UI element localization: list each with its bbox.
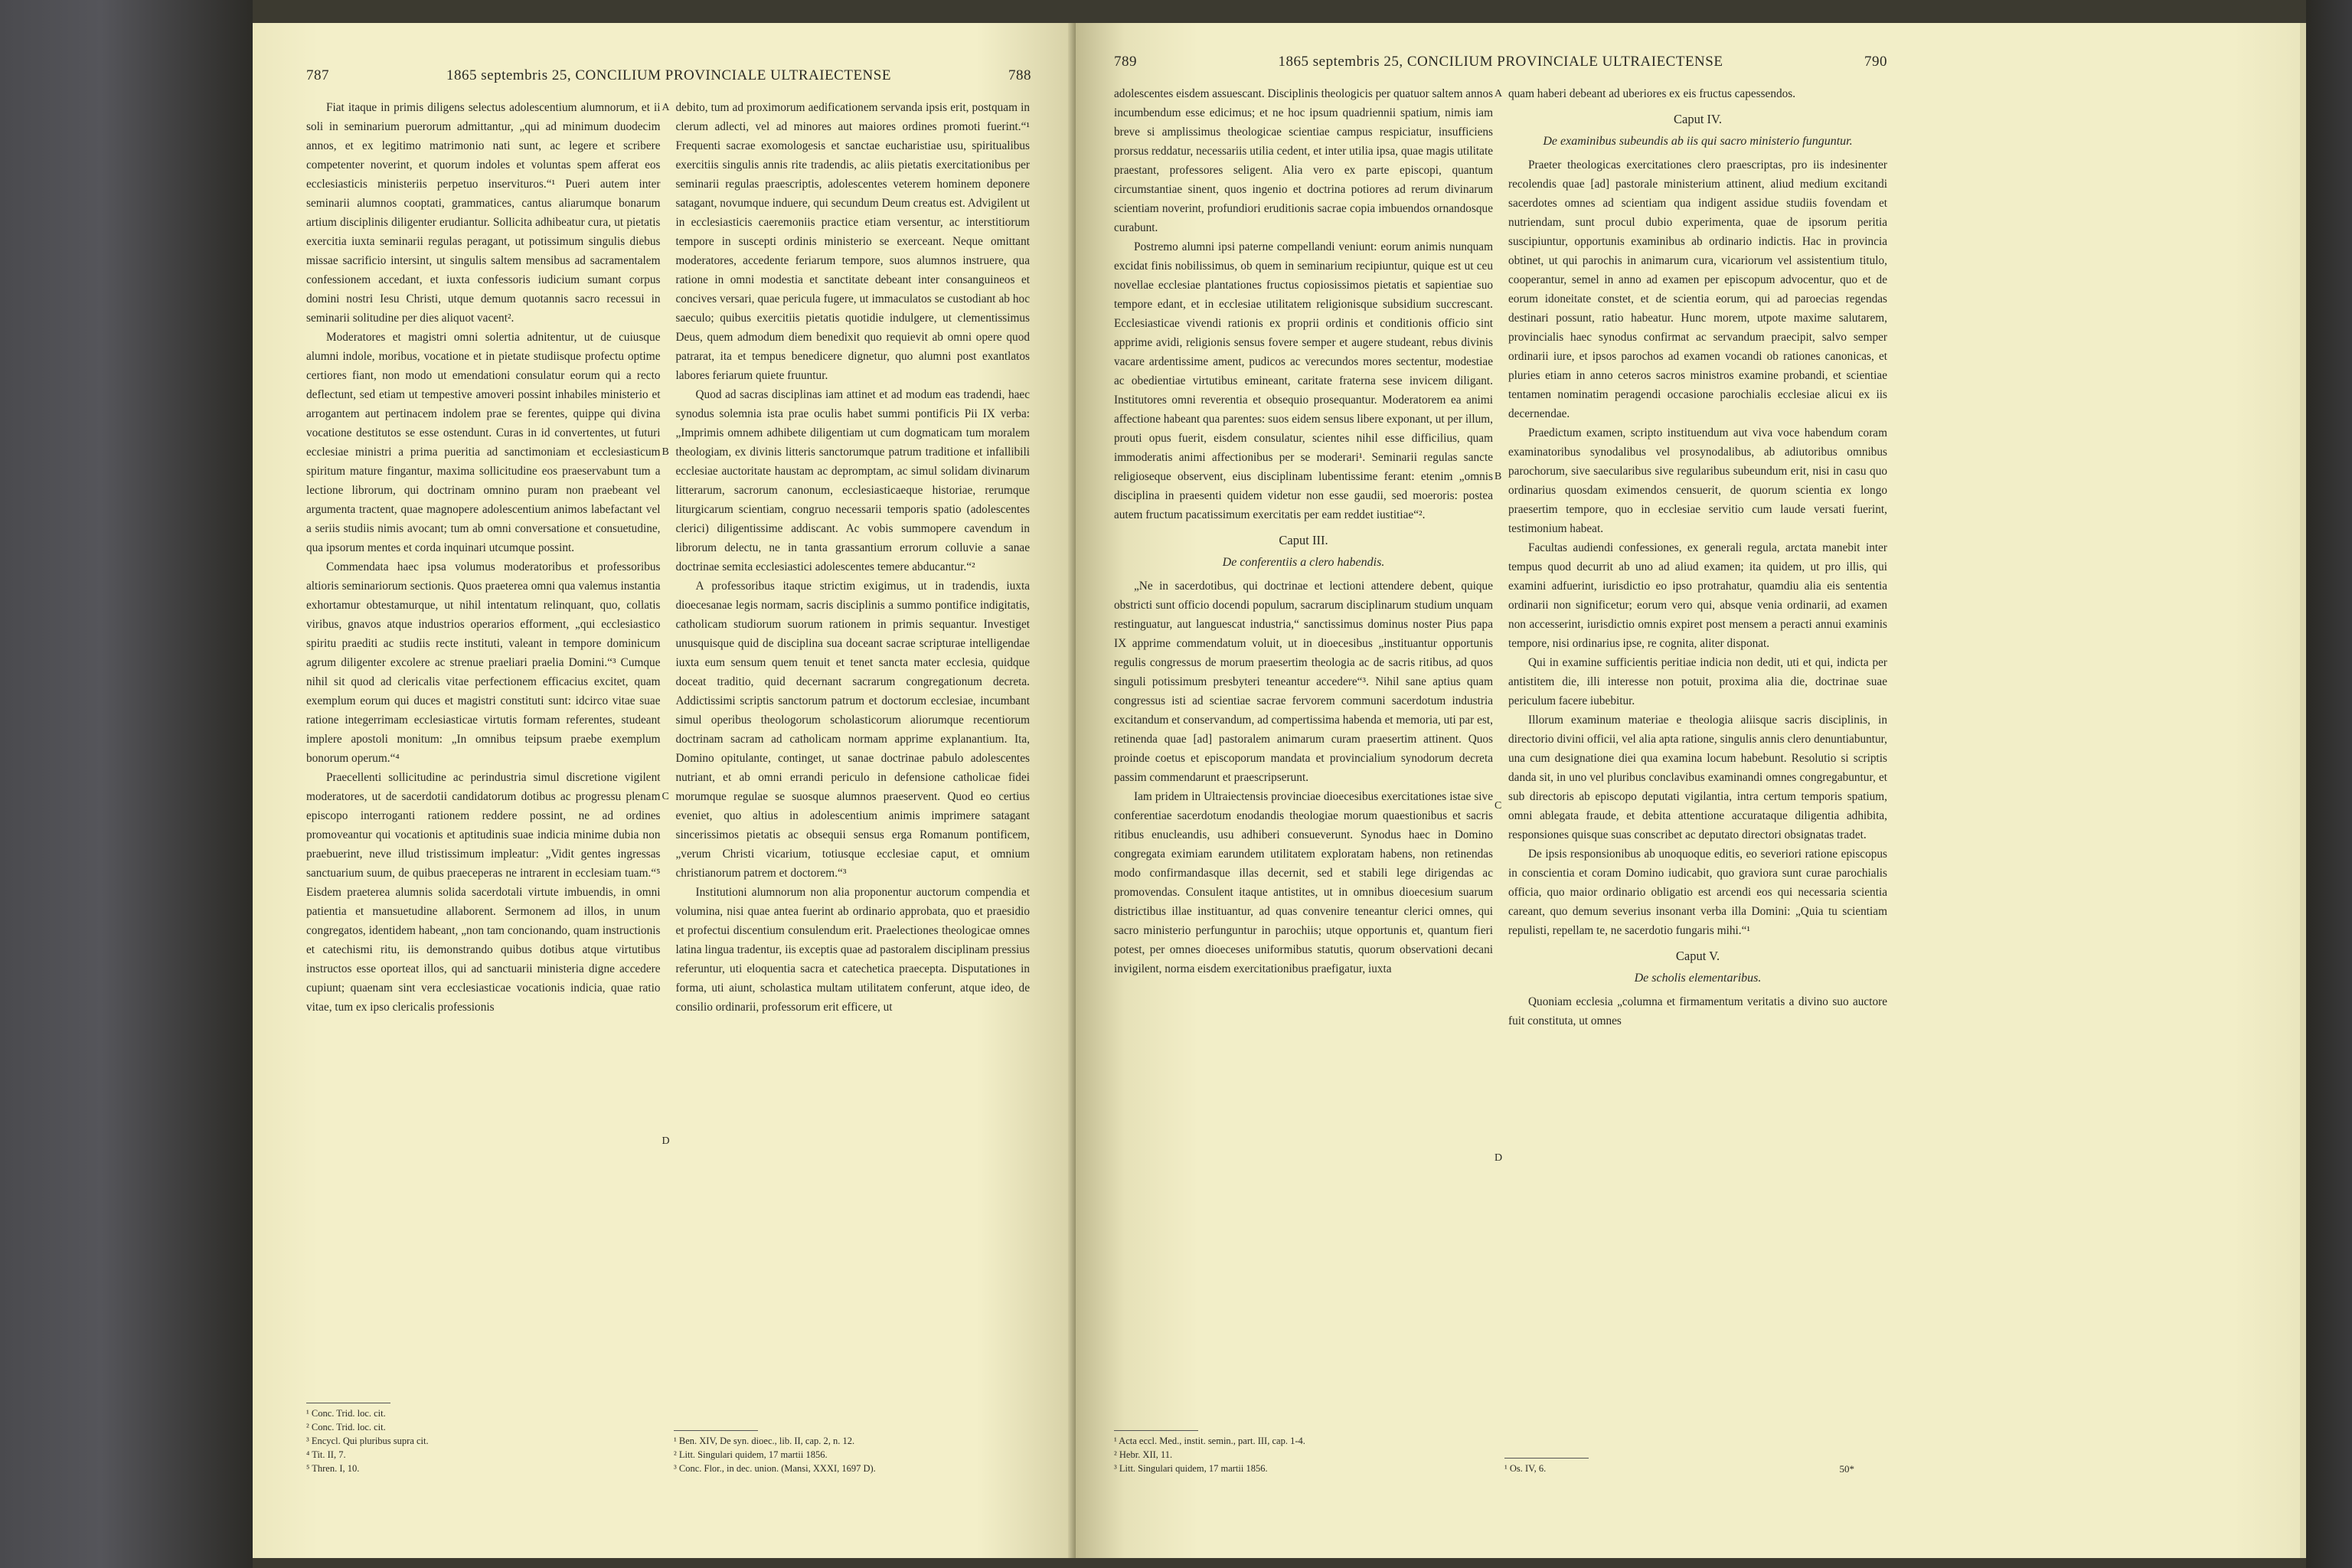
chapter-subtitle: De examinibus subeundis ab iis qui sacro ministerio funguntur. <box>1543 135 1853 148</box>
page-edge <box>2300 23 2306 1558</box>
footnote: ² Hebr. XII, 11. <box>1114 1449 1173 1460</box>
page-number: 790 <box>1864 54 1887 70</box>
page-number: 789 <box>1114 54 1137 70</box>
footnote: ³ Encycl. Qui pluribus supra cit. <box>306 1436 429 1446</box>
footnote: ⁴ Tit. II, 7. <box>306 1449 346 1460</box>
text-column <box>1114 84 1493 1031</box>
footnotes <box>674 1430 876 1475</box>
footnote: ¹ Ben. XIV, De syn. dioec., lib. II, cap. 2, n. 12. <box>674 1436 855 1446</box>
section-marker: A <box>1494 88 1503 100</box>
running-title: 1865 septembris 25, CONCILIUM PROVINCIALE ULTRAIECTENSE <box>1278 54 1723 70</box>
footnotes <box>306 1403 429 1475</box>
section-marker: B <box>662 446 669 458</box>
book-edge-right <box>2306 0 2352 1568</box>
section-marker: C <box>662 791 669 802</box>
paragraph: De ipsis responsionibus ab unoquoque editis, eo severiori ratione episcopus in conscientia et coram Domino iudicabit, quo graviora sunt curae parochialis officia, quo maior ordinario obligatio est arcendi eos qui necessaria scientia careant, quo demum severius insonant verba illa Domini: „Quia tu scientiam repulisti, repellam te, ne sacerdotio fungaris mihi.“¹ <box>1508 848 1887 937</box>
paragraph: Praeter theologicas exercitationes clero praescriptas, pro iis indesinenter recolendis quae [ad] pastorale ministerium attinent, aliud medium excitandi sacerdotes omnes ad scientiam qua indigent assidue studiis fovendam et nutriendam, sunt procul dubio experimenta, quae de ipsorum peritia suscipiuntur, opportunis examinibus ab ordinario indictis. Hac in provincia obtinet, ut qui parochis in animarum cura, vicariorum vel assistentium titulo, cooperantur, semel in anno ad examen per episcopum advocentur, quo et de eorum idoneitate constet, et de scientia eorum, qui ad paroecias regendas destinari possunt, ratio habeatur. Hunc morem, utpote maxime salutarem, provincialis haec synodus confirmat ac servandum praecipit, salvo semper ordinarii iure, et ipsos parochos ad examen vocandi ob rationes canonicas, et pluries etiam in anno ceteros sacros ministros examine probandi, et scientiae tentamen nominatim peragendi occasione parochialis ecclesiae alicui ex iis decernendae. <box>1508 158 1887 420</box>
chapter-heading: Caput V. <box>1675 949 1720 963</box>
text-column <box>662 98 1031 1147</box>
paragraph: quam haberi debeant ad uberiores ex eis fructus capessendos. <box>1508 87 1796 100</box>
paragraph: Moderatores et magistri omni solertia adnitentur, ut de cuiusque alumni indole, moribus, vocatione et in pietate studiisque profectu optime certiores fiant, non modo ut emendationi consulatur eorum qui a recto deflectunt, sed etiam ut tempestive amoveri possint inhabiles ministerio et arrogantem aut pertinacem indolem prae se ferentes, quippe qui divina vocatione destitutos se esse ostendunt. Curas in id convertentes, ut futuri ecclesiae ministri a prima pueritia ad sanctimoniam et ecclesiasticum spiritum mature fingantur, maxima sollicitudine eos praeservabunt tum a lectione librorum, qui doctrinam omnino puram non praebeant vel argumenta tractent, quae magnopere adolescentium animos labefactant vel a seriis studiis nimis avocant; tum ab omni conversatione et consuetudine, qua ipsorum mentes et corda inquinari utcumque possint. <box>306 331 661 554</box>
footnote: ² Conc. Trid. loc. cit. <box>306 1422 386 1432</box>
footnote: ² Litt. Singulari quidem, 17 martii 1856. <box>674 1449 828 1460</box>
section-marker: A <box>662 102 670 113</box>
paragraph: Illorum examinum materiae e theologia aliisque sacris disciplinis, in directorio divini officii, vel alia apta ratione, singulis annis clero denuntiabuntur, una cum designatione diei qua examina locum habebunt. Resolutio si scriptis danda sit, in uno vel pluribus conclavibus examinandi omnes congregabuntur, et sub directoris ab episcopo deputati vigilantia, intra certum temporis spatium, omni ablegata fraude, et debita attentione accurataque diligentia adhibita, responsiones quisque suas conscribet ac deputato directori obsignatas tradet. <box>1508 714 1887 841</box>
footnote: ⁵ Thren. I, 10. <box>306 1463 360 1474</box>
section-marker: D <box>1494 1152 1503 1164</box>
chapter-heading: Caput III. <box>1279 533 1328 547</box>
chapter-subtitle: De conferentiis a clero habendis. <box>1222 556 1385 569</box>
right-page <box>1076 23 2306 1558</box>
paragraph: Quod ad sacras disciplinas iam attinet et ad modum eas tradendi, haec synodus solemnia ista prae oculis habet summi pontificis Pii IX verba: „Imprimis omnem adhibete diligentiam ut cum dogmaticam tum moralem theologiam, ex divinis litteris sanctorumque patrum traditione et infallibili ecclesiae auctoritate haustam ac depromptam, ac simul solidam divinarum litterarum, sacrorum canonum, ecclesiasticaeque historiae, rerumque liturgicarum scientiam, congruo necessarii temporis spatio (adolescentes clerici) diligentissime addiscant. Ac vobis summopere cavendum in librorum delectu, ne in tanta grassantium errorum colluvie a sanae doctrinae semita ecclesiastici adolescentes temere abducantur.“² <box>675 388 1030 573</box>
footnote: ¹ Acta eccl. Med., instit. semin., part. III, cap. 1-4. <box>1114 1436 1305 1446</box>
text-column <box>306 98 661 1017</box>
section-marker: D <box>662 1135 670 1147</box>
left-page <box>253 23 1076 1558</box>
footnote: ³ Conc. Flor., in dec. union. (Mansi, XXXI, 1697 D). <box>674 1463 876 1474</box>
running-title: 1865 septembris 25, CONCILIUM PROVINCIALE ULTRAIECTENSE <box>446 67 891 83</box>
section-marker: C <box>1494 800 1502 812</box>
signature-mark: 50* <box>1839 1463 1854 1475</box>
paragraph: Postremo alumni ipsi paterne compellandi veniunt: eorum animis nunquam excidat finis nobilissimus, ob quem in seminarium recipiuntur, quique est ut ceu novellae ecclesiae plantationes fructus copiosissimos pietatis et sapientiae suo tempore edant, et in ecclesiae utilitatem religionisque subsidium succrescant. Ecclesiasticae vivendi rationis ex proprii ordinis et conditionis officio sint apprime avidi, religionis sensus fovere semper et augere studeant, rebus divinis vacare ardentissime ament, pudicos ac verecundos mores sectentur, modestiae ac obedientiae virtutibus emineant, caritate fraterna sese invicem diligant. Institutores omni reverentia et obsequio prosequantur. Moderatorem ea animi affectione habeant qua parentes: suos eidem sensus libere exponant, ut per illum, prouti opus fuerit, eisdem consulatur, scientes nihil esse difficilius, quam immoderatis animi affectionibus per se moderari¹. Seminarii regulas sancte religioseque observent, eius disciplinam lubentissime ferant: etenim „omnis disciplina in praesenti quidem videtur non esse gaudii, sed moeroris: postea autem fructum pacatissimum exercitatis per eam reddet iustitiae“². <box>1114 240 1493 521</box>
paragraph: Qui in examine sufficientis peritiae indicia non dedit, uti et qui, indicta per antistitem die, illi interesse non potuit, proxima alia die, doctrinae suae periculum facere iubebitur. <box>1508 656 1887 707</box>
page-number: 788 <box>1008 67 1031 83</box>
paragraph: Praedictum examen, scripto instituendum aut viva voce habendum coram examinatoribus synodalibus vel prosynodalibus, ab adiutoribus omnibus parochorum, sive saecularibus sive regularibus subeundum erit, nisi in casu quo ordinarius quosdam eximendos censuerit, de quorum scientia ex longo praesertim tempore, quo in ecclesiae servitio cum laude versati fuerint, testimonium habeat. <box>1508 426 1887 535</box>
page-number: 787 <box>306 67 329 83</box>
paragraph: A professoribus itaque strictim exigimus, ut in tradendis, iuxta dioecesanae legis normam, sacris disciplinis a summo pontifice indigitatis, catholicam studiorum suorum rationem in primis sequantur. Investiget unusquisque quid de disciplina sua doceant sacrae scripturae intelligendae iuxta eum sensum quem tenuit et tenet sancta mater ecclesia, quidque doceat traditio, quid decernant sacrarum congregationum decreta. Addictissimi scriptis sanctorum patrum et doctorum ecclesiae, incumbant simul operibus theologorum scholasticorum aliorumque recentiorum doctrinam sacram ad catholicam normam apprime explanantium. Ita, Domino opitulante, continget, ut sanae doctrinae pabulo adolescentes nutriant, et ab omni errandi periculo in defensione catholicae fidei morumque regulae se suosque alumnos praeservent. Quod eo certius eveniet, quo altius in adolescentium animis imprimere satagant sincerissimos pietatis ac obsequii sensus erga Romanum pontificem, „verum Christi vicarium, totiusque ecclesiae caput, et omnium christianorum patrem et doctorem.“³ <box>675 580 1030 880</box>
section-marker: B <box>1494 471 1502 482</box>
footnote: ³ Litt. Singulari quidem, 17 martii 1856. <box>1114 1463 1268 1474</box>
chapter-heading: Caput IV. <box>1674 112 1722 126</box>
footnote: ¹ Os. IV, 6. <box>1504 1463 1547 1474</box>
footnote: ¹ Conc. Trid. loc. cit. <box>306 1408 386 1419</box>
paragraph: adolescentes eisdem assuescant. Disciplinis theologicis per quatuor saltem annos incumbendum esse edicimus; et ne hoc ipsum quadriennii spatium, nimis iam breve si amplissimus theologicae scientiae campus respiciatur, insufficiens prorsus reddatur, necessariis utilia cedent, et inter utilia ipsa, quae magis utilitate praestant, professores seligent. Alia vero ex parte episcopi, quantum circumstantiae sinent, quos ingenio et doctrina potiores ad rerum divinarum scientiam noverint, profundiori eruditionis sacrae copia imbuendos ornandosque curabunt. <box>1114 87 1493 234</box>
footnotes <box>1504 1458 1589 1475</box>
paragraph: Institutioni alumnorum non alia proponentur auctorum compendia et volumina, nisi quae antea fuerint ab ordinario approbata, quo et praesidio et profectui discentium consulendum erit. Praelectiones theologicae omnes latina lingua tradentur, iis exceptis quae ad pastoralem disciplinam pressius referuntur, uti eloquentia sacra et catechetica praecepta. Disputationes in forma, uti aiunt, scholastica multam utilitatem conferunt, atque ideo, de consilio ordinarii, professorum erit efficere, ut <box>675 886 1030 1014</box>
paragraph: Quoniam ecclesia „columna et firmamentum veritatis a divino suo auctore fuit constituta, ut omnes <box>1508 995 1887 1027</box>
text-column <box>1494 84 1887 1164</box>
footnotes <box>1114 1430 1305 1475</box>
paragraph: Praecellenti sollicitudine ac perindustria simul discretione vigilent moderatores, ut de sacerdotii candidatorum dotibus ac progressu plenam episcopo interroganti rationem reddere possint, ne ad ordines promoveantur qui vocationis et aptitudinis suae indicia minime dubia non praebuerint, neve illud tristissimum impleatur: „Vidit gentes ingressas sanctuarium suum, de quibus praeceperas ne intrarent in ecclesiam tuam.“⁵ Eisdem praeterea alumnis solida sacerdotali virtute imbuendis, in omni patientia et mansuetudine allaborent. Sermonem ad illos, in unum congregatos, identidem habeant, „non tam concionando, quam instructionis et catechismi ritu, iis demonstrando quibus dotibus atque virtutibus instructos esse oporteat illos, qui ad sanctuarii ministeria digne accedere cupiunt; quaenam sint vera ecclesiasticae vocationis indicia, quae ratio vitae, tum ex ipso clericalis professionis <box>306 771 661 1014</box>
chapter-subtitle: De scholis elementaribus. <box>1634 972 1762 985</box>
paragraph: Facultas audiendi confessiones, ex generali regula, arctata manebit inter tempus quod decurrit ab uno ad aliud examen; ita quidem, ut pro illis, qui examini adfuerint, iurisdictio eo ipso protrahatur, quamdiu alia eis sententia ordinarii non significetur; eorum vero qui, absque venia ordinarii, ad examen non accesserint, iurisdictio omnis expiret post mensem a peracti annui examinis tempore, nisi ordinarius ipse, re cognita, aliter disponat. <box>1508 541 1887 650</box>
running-header <box>306 67 1031 98</box>
paragraph: debito, tum ad proximorum aedificationem servanda ipsis erit, postquam in clerum adlecti, vel ad minores aut maiores ordines promoti fuerint.“¹ Frequenti sacrae exomologesis et sanctae eucharistiae usu, spiritualibus exercitiis singulis annis rite tradendis, ac aliis pietatis exercitationibus per seminarii regulas praescriptis, adolescentes veterem hominem deponere satagant, novumque induere, qui secundum Deum creatus est. Advigilent ut in ecclesiasticis caeremoniis practice etiam versentur, ac interstitiorum tempore in suscepti ordinis ministerio se exerceant. Neque omittant moderatores, accedente feriarum tempore, suos alumnos instruere, qua ratione in omni modestia et sanctitate debeant inter consanguineos et concives versari, quae pericula fugere, ut immaculatos se custodiant ab hoc saeculo; quibus exercitiis pietatis quotidie indulgere, ut clementissimus Deus, quem admodum diem benedixit quo requievit ab omni opere quod patrarat, ita et tempus benedicere dignetur, quo alumni post exantlatos labores feriarum quiete fruuntur. <box>675 101 1030 382</box>
paragraph: Iam pridem in Ultraiectensis provinciae dioecesibus exercitationes istae sive conferentiae sacerdotum enodandis theologiae morum quaestionibus et sacris ritibus enucleandis, usu adhiberi consueverunt. Synodus haec in Domino congregata eximiam earundem utilitatem exploratam habens, non retinendas modo confirmandasque illas decernit, sed et stabili lege dirigendas ac promovendas. Consulent itaque antistites, ut in omnibus dioecesium suarum districtibus illae instituantur, ad quas convenire teneantur clerici omnes, qui sacro ministerio perfunguntur in parochiis; utque opportunis et, quantum fieri potest, per omnes dioeceses uniformibus statutis, quorum observationi decani invigilent, norma eisdem exercitationibus praefigatur, iuxta <box>1114 790 1493 975</box>
paragraph: „Ne in sacerdotibus, qui doctrinae et lectioni attendere debent, quique obstricti sunt officio docendi populum, sacrarum disciplinarum studium unquam restinguatur, aut languescat industria,“ sanctissimus dominus noster Pius papa IX apprime commendatum voluit, ut in dioecesibus „instituantur opportunis regulis congressus de morum praesertim theologia ac de sacris ritibus, ad quos singuli potissimum presbyteri teneantur accedere“³. Nihil sane aptius quam congressus isti ad scientiae sacrae fervorem communi sacerdotum industria excitandum et conservandum, ad compertissima habenda et memoria, uti par est, retinenda quae [ad] pastoralem animarum curam praesertim attinent. Quos proinde coetus et episcoporum mandata et provincialium synodorum decreta passim commendarunt et praescripserunt. <box>1114 580 1493 784</box>
running-header <box>1114 54 1887 84</box>
book-edge-left <box>0 0 253 1568</box>
paragraph: Commendata haec ipsa volumus moderatoribus et professoribus altioris seminariorum sectionis. Quos praeterea omni qua valemus instantia exhortamur obtestamurque, ut nihil intentatum relinquant, quo, collatis viribus, gnavos atque industrios operarios efforment, „qui ecclesiastico spiritu praediti ac studiis recte instituti, valeant in tempore dominicum agrum diligenter excolere ac strenue praeliari praelia Domini.“³ Cumque nihil sit quod ad clericalis vitae perfectionem efficacius excitet, quam exemplum eorum qui duces et magistri constituti sunt: idcirco vitae suae ratione integerrimam ecclesiasticae virtutis formam referentes, studeant implere apostoli monitum: „In omnibus teipsum praebe exemplum bonorum operum.“⁴ <box>306 560 661 765</box>
paragraph: Fiat itaque in primis diligens selectus adolescentium alumnorum, et ii soli in seminarium puerorum admittantur, „qui ad minimum duodecim annos, et ex legitimo matrimonio nati sunt, ac legere et scribere competenter noverint, et quorum indoles et voluntas spem afferat eos ecclesiasticis ministeriis perpetuo inservituros.“¹ Pueri autem inter seminarii alumnos cooptati, grammatices, cantus aliarumque bonarum artium disciplinis diligenter erudiantur. Sollicita adhibeatur cura, ut pietatis exercitia iuxta seminarii regulas peragant, ut potissimum singulis diebus missae sacrificio intersint, ut singulis saltem mensibus ad sacramentalem confessionem accedant, et iuxta confessoris iudicium sumant corpus domini nostri Iesu Christi, utque demum quotannis sacro recessui in seminarii solitudine per dies aliquot vacent². <box>306 101 661 325</box>
